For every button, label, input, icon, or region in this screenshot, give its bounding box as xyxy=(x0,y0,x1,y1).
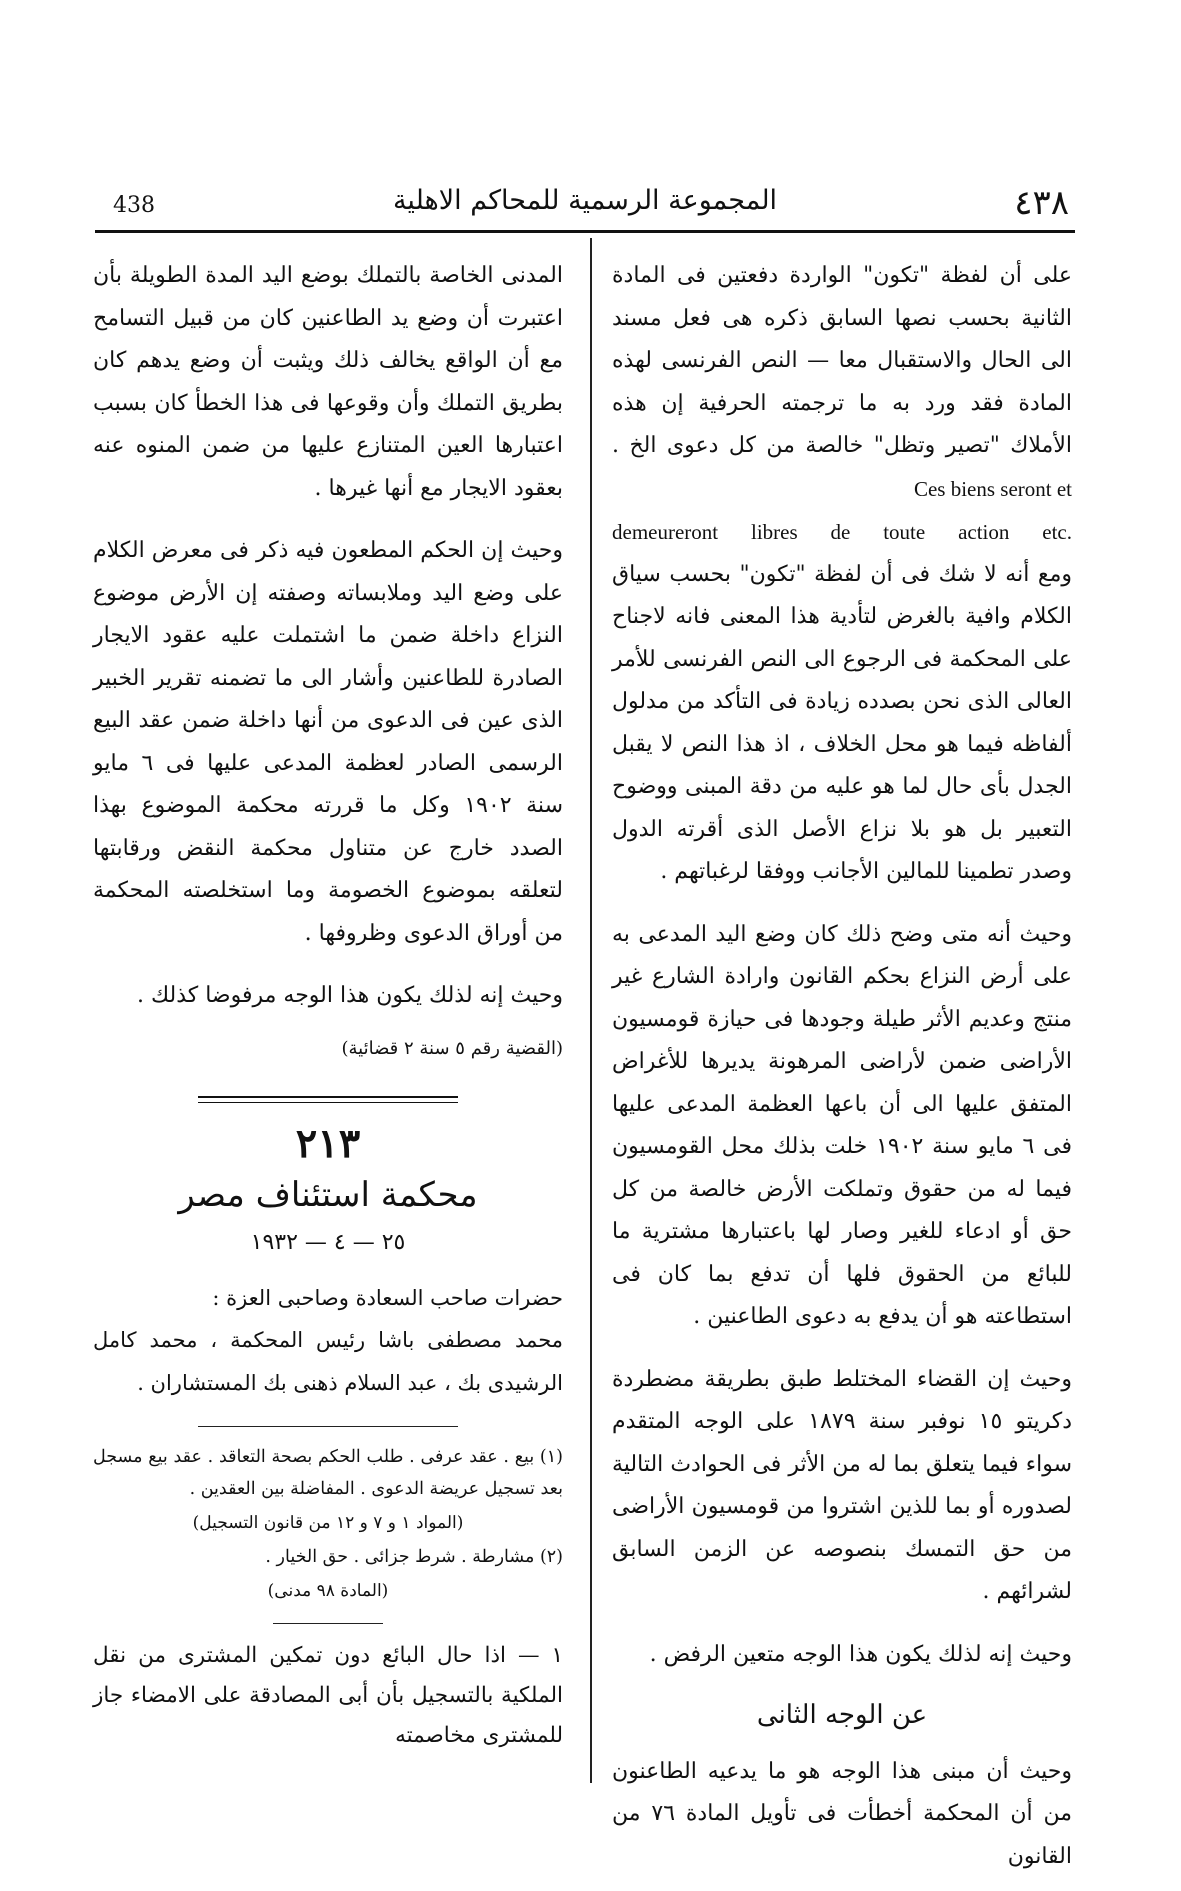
paragraph: وحيث إن القضاء المختلط طبق بطريقة مضطردة دكريتو ١٥ نوفبر سنة ١٨٧٩ على الوجه المتقدم سواء فيما يتعلق بما له من الأثر فى الحوادث التالية لصدوره أو بما للذين اشتروا من قومسيون الأراضى من حق التمسك بنصوصه عن الزمن السابق لشرائهم . xyxy=(612,1366,1072,1604)
header-rule xyxy=(95,230,1075,233)
judges-names: محمد مصطفى باشا رئيس المحكمة ، محمد كامل الرشيدى بك ، عبد السلام ذهنى بك المستشاران . xyxy=(93,1328,563,1395)
french-quote-start: Ces biens seront et xyxy=(913,476,1072,501)
paragraph: وحيث أنه متى وضح ذلك كان وضع اليد المدعى به على أرض النزاع بحكم القانون وارادة الشارع غير منتج وعديم الأثر طيلة وجودها فى حيازة قومسيون الأراضى ضمن لأراضى المرهونة يديرها للأغراض المتفق عليها الى أن باعها العظمة المدعى عليها فى ٦ مايو سنة ١٩٠٢ خلت بذلك محل القومسيون فيما له من حقوق وتملكت الأرض خالصة من كل حق أو ادعاء للغير وصار لها باعتبارها مشترية ما للبائع من الحقوق فلها أن تدفع بما كان فى استطاعته هو أن يدفع به دعوى الطاعنين . xyxy=(612,921,1072,1329)
page-number-arabic: ٤٣٨ xyxy=(1014,183,1069,223)
right-column xyxy=(612,255,1072,1878)
section-divider xyxy=(198,1096,458,1103)
court-name: محكمة استئناف مصر xyxy=(178,1174,478,1215)
case-number: ٢١٣ xyxy=(295,1120,361,1167)
divider xyxy=(198,1426,458,1427)
french-quote-end: demeureront libres de toute action etc. xyxy=(612,520,1072,544)
column-divider xyxy=(590,238,592,1783)
paragraph xyxy=(612,255,1072,894)
paragraph: وحيث إنه لذلك يكون هذا الوجه متعين الرفض . xyxy=(649,1641,1072,1667)
running-title: المجموعة الرسمية للمحاكم الاهلية xyxy=(392,185,778,216)
paragraph: ١ — اذا حال البائع دون تمكين المشترى من نقل الملكية بالتسجيل بأن أبى المصادقة على الامضاء جاز للمشترى مخاصمته xyxy=(93,1643,563,1748)
left-column xyxy=(93,255,563,1756)
headnote: (٢) مشارطة . شرط جزائى . حق الخيار . xyxy=(265,1547,563,1567)
paragraph: المدنى الخاصة بالتملك بوضع اليد المدة الطويلة بأن اعتبرت أن وضع يد الطاعنين كان من قبيل التسامح مع أن الواقع يخالف ذلك ويثبت أن وضع يدهم كان بطريق التملك وأن وقوعها فى هذا الخطأ كان بسبب اعتبارها العين المتنازع عليها من ضمن المنوه عنه بعقود الايجار مع أنها غيرها . xyxy=(93,263,563,501)
paragraph-text: على أن لفظة "تكون" الواردة دفعتين فى المادة الثانية بحسب نصها السابق ذكره هى فعل مسند الى الحال والاستقبال معا — النص الفرنسى لهذه المادة فقد ورد به ما ترجمته الحرفية إن هذه الأملاك "تصير وتظل" خالصة من كل دعوى الخ . xyxy=(612,263,1072,458)
headnote: (١) بيع . عقد عرفى . طلب الحكم بصحة التعاقد . عقد بيع مسجل بعد تسجيل عريضة الدعوى . المفاضلة بين العقدين . xyxy=(93,1447,563,1499)
judges-block xyxy=(93,1277,563,1405)
case-reference: (القضية رقم ٥ سنة ٢ قضائية) xyxy=(341,1037,563,1059)
case-date: ٢٥ — ٤ — ١٩٣٢ xyxy=(250,1230,406,1255)
judges-intro: حضرات صاحب السعادة وصاحبى العزة : xyxy=(212,1285,563,1310)
divider xyxy=(273,1623,383,1624)
section-subheading: عن الوجه الثانى xyxy=(756,1700,928,1730)
headnote-law-reference: (المادة ٩٨ مدنى) xyxy=(267,1581,389,1601)
paragraph-text: ومع أنه لا شك فى أن لفظة "تكون" بحسب سياق الكلام وافية بالغرض لتأدية هذا المعنى فانه لاجناح على المحكمة فى الرجوع الى النص الفرنسى للأمر العالى الذى نحن بصدده زيادة فى التأكد من مدلول ألفاظه فيما هو محل الخلاف ، اذ هذا النص لا يقبل الجدل بأى حال لما هو عليه من دقة المبنى ووضوح التعبير بل هو بلا نزاع الأصل الذى أقرته الدول وصدر تطمينا للمالين الأجانب ووفقا لرغباتهم . xyxy=(612,561,1072,884)
headnote-law-reference: (المواد ١ و ٧ و ١٢ من قانون التسجيل) xyxy=(192,1513,464,1533)
page-header xyxy=(95,175,1075,235)
paragraph: وحيث أن مبنى هذا الوجه هو ما يدعيه الطاعنون من أن المحكمة أخطأت فى تأويل المادة ٧٦ من القانون xyxy=(612,1758,1072,1869)
paragraph: وحيث إنه لذلك يكون هذا الوجه مرفوضا كذلك . xyxy=(136,983,563,1008)
paragraph: وحيث إن الحكم المطعون فيه ذكر فى معرض الكلام على وضع اليد وملابساته وصفته إن الأرض موضوع النزاع داخلة ضمن ما اشتملت عليه عقود الايجار الصادرة للطاعنين وأشار الى ما تضمنه تقرير الخبير الذى عين فى الدعوى من أنها داخلة ضمن عقد البيع الرسمى الصادر لعظمة المدعى عليها فى ٦ مايو سنة ١٩٠٢ وكل ما قررته محكمة الموضوع بهذا الصدد خارج عن متناول محكمة النقض ورقابتها لتعلقه بموضوع الخصومة وما استخلصته المحكمة من أوراق الدعوى وظروفها . xyxy=(93,538,563,946)
page-number-latin: 438 xyxy=(113,193,155,218)
